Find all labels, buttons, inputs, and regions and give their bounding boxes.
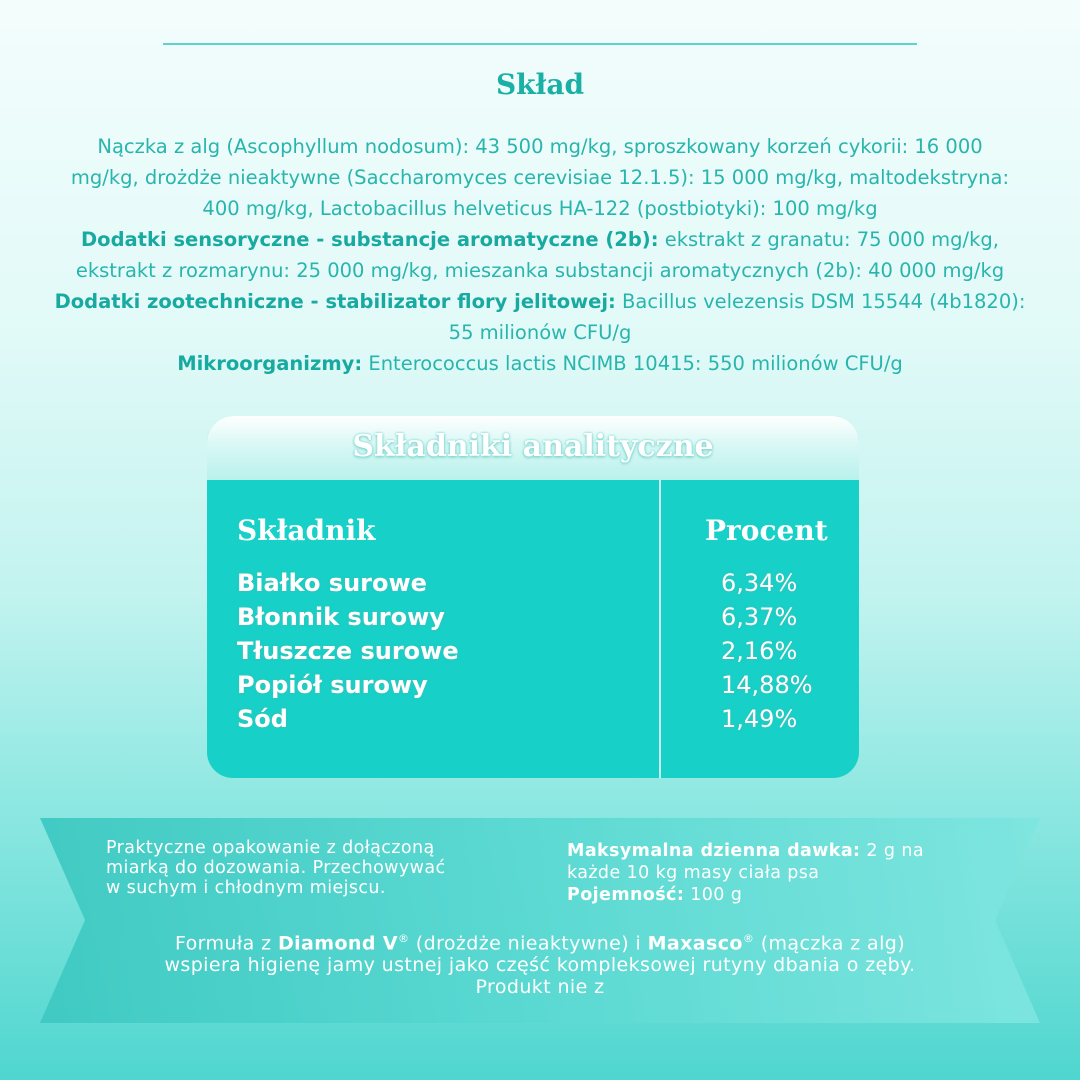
analytics-rows [207, 569, 859, 739]
formula-prefix: Formuła z [174, 932, 278, 955]
dose-value: 2 g na [860, 841, 924, 861]
capacity-label: Pojemność: [567, 885, 685, 905]
registered-mark: ® [742, 932, 755, 945]
dosage-info [567, 840, 987, 906]
composition-line-1: Nączka z alg (Ascophyllum nodosum): 43 500 mg/kg, sproszkowany korzeń cykorii: 16 000 [97, 135, 983, 158]
table-row [207, 637, 859, 671]
card-header [207, 416, 859, 480]
microorganisms-line [40, 348, 1040, 379]
registered-mark: ® [397, 932, 410, 945]
row-ingredient: Tłuszcze surowe [237, 637, 459, 665]
packaging-note [106, 838, 536, 898]
table-row [207, 671, 859, 705]
dose-label: Maksymalna dzienna dawka: [567, 841, 861, 861]
zootechnical-additives-line [40, 286, 1040, 317]
dose-line [567, 840, 987, 862]
sensory-additives-text-1: ekstrakt z granatu: 75 000 mg/kg, [658, 228, 999, 251]
formula-line-3: Produkt nie z [475, 976, 605, 999]
packaging-line-3: w suchym i chłodnym miejscu. [106, 878, 386, 898]
sensory-additives-text-2: ekstrakt z rozmarynu: 25 000 mg/kg, mieszanka substancji aromatycznych (2b): 40 000 mg/kg [75, 259, 1005, 282]
column-header-ingredient: Składnik [237, 514, 376, 547]
column-header-percent: Procent [705, 514, 828, 547]
analytical-constituents-card [207, 416, 859, 778]
row-ingredient: Popiół surowy [237, 671, 428, 699]
page-title: Skład [495, 68, 585, 101]
sensory-additives-label: Dodatki sensoryczne - substancje aromatyczne (2b): [80, 228, 659, 251]
formula-line-1 [80, 928, 1000, 954]
dose-line-2: każde 10 kg masy ciała psa [567, 863, 820, 883]
table-row [207, 705, 859, 739]
row-ingredient: Białko surowe [237, 569, 427, 597]
composition-text [40, 131, 1040, 379]
card-title: Składniki analityczne [352, 429, 714, 464]
row-percent: 14,88% [721, 671, 813, 699]
table-row [207, 603, 859, 637]
row-ingredient: Sód [237, 705, 288, 733]
sensory-additives-line [40, 224, 1040, 255]
row-percent: 6,37% [721, 603, 798, 631]
capacity-value: 100 g [684, 885, 743, 905]
zootechnical-additives-label: Dodatki zootechniczne - stabilizator flory jelitowej: [54, 290, 616, 313]
microorganisms-text: Enterococcus lactis NCIMB 10415: 550 milionów CFU/g [362, 352, 903, 375]
zootechnical-additives-text-1: Bacillus velezensis DSM 15544 (4b1820): [615, 290, 1026, 313]
row-ingredient: Błonnik surowy [237, 603, 445, 631]
brand-diamond-v: Diamond V [277, 932, 398, 955]
formula-mid: (drożdże nieaktywne) i [409, 932, 648, 955]
packaging-line-2: miarką do dozowania. Przechowywać [106, 858, 446, 878]
formula-suffix: (mączka z alg) [754, 932, 906, 955]
formula-note [80, 928, 1000, 998]
zootechnical-additives-text-2: 55 milionów CFU/g [448, 321, 632, 344]
formula-line-2: wspiera higienę jamy ustnej jako część kompleksowej rutyny dbania o zęby. [164, 954, 916, 977]
table-row [207, 569, 859, 603]
row-percent: 2,16% [721, 637, 798, 665]
capacity-line [567, 884, 987, 906]
brand-maxasco: Maxasco [647, 932, 743, 955]
packaging-line-1: Praktyczne opakowanie z dołączoną [106, 838, 435, 858]
microorganisms-label: Mikroorganizmy: [177, 352, 363, 375]
row-percent: 1,49% [721, 705, 798, 733]
row-percent: 6,34% [721, 569, 798, 597]
composition-line-3: 400 mg/kg, Lactobacillus helveticus HA-122 (postbiotyki): 100 mg/kg [202, 197, 878, 220]
top-divider-line [163, 43, 917, 45]
composition-line-2: mg/kg, drożdże nieaktywne (Saccharomyces cerevisiae 12.1.5): 15 000 mg/kg, maltodekstryna: [70, 166, 1010, 189]
